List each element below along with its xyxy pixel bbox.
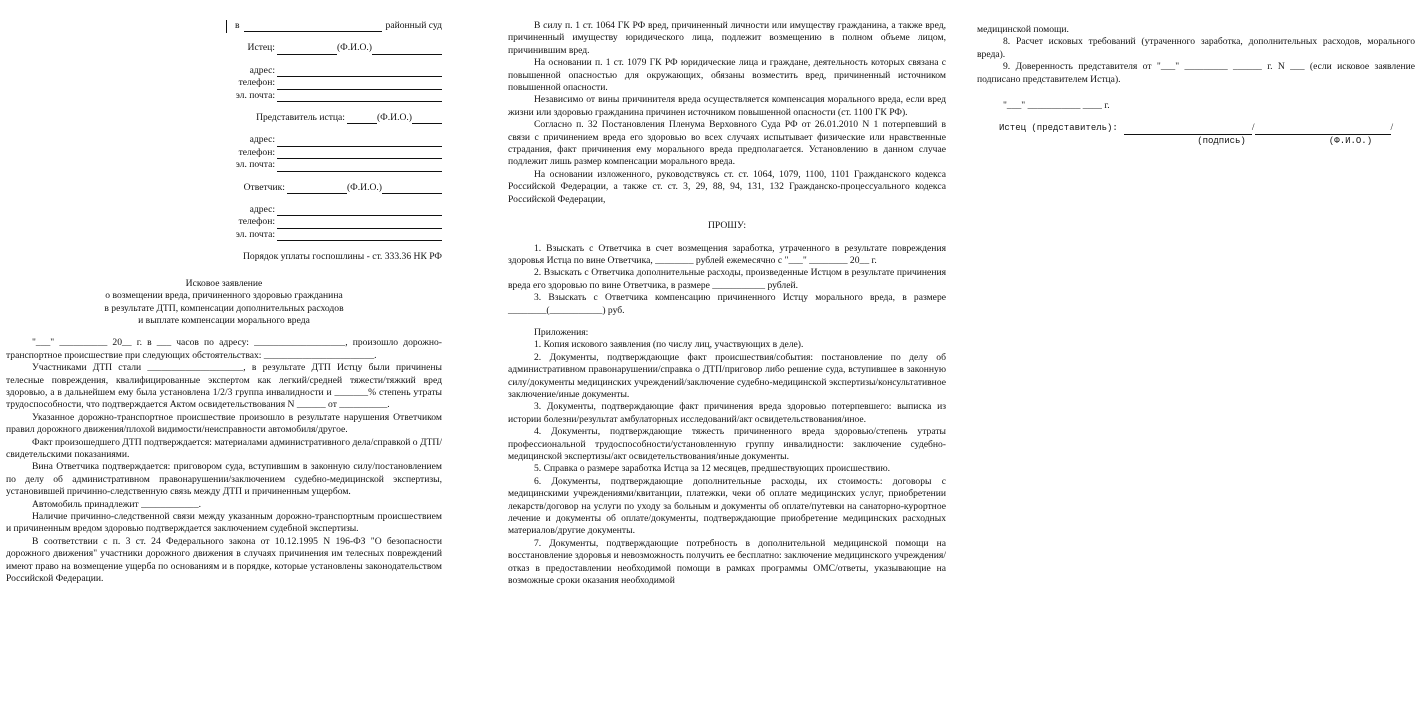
rep-email-label: эл. почта: xyxy=(235,159,275,171)
fio-field[interactable] xyxy=(1255,124,1391,135)
defendant-email-field[interactable] xyxy=(277,230,442,241)
ask-heading: ПРОШУ: xyxy=(707,220,747,232)
rep-blank-1[interactable] xyxy=(347,113,377,124)
attachment-item: 6. Документы, подтверждающие дополнительные расходы, их стоимость: договоры с медицинскими учреждениями/квитанции, платежки, чеки об оплате медицинских услуг, приобретении лекарств/договор на услуги по уходу за больным и документы об оплате/путевки на санаторно-курортное лечение и документы об оплате/документы, подтверждающие приобретение медицинских расходных материалов/другие документы. xyxy=(508,475,946,537)
defendant-fio: (Ф.И.О.) xyxy=(346,181,382,193)
paragraph: Вина Ответчика подтверждается: приговором суда, вступившим в законную силу/постановлением по делу об административном правонарушении/заключением судебно-медицинской экспертизы, установившей причинно-следственную связь между ДТП и причиненным ущербом. xyxy=(6,461,442,498)
attachment-item: 1. Копия искового заявления (по числу лиц, участвующих в деле). xyxy=(534,339,804,351)
signature-captions xyxy=(1157,135,1415,147)
attachment-item: 2. Документы, подтверждающие факт происшествия/события: постановление по делу об административном правонарушении/справка о ДТП/приговор либо решение суда, вступившее в законную силу/документы медицинских учреждений/заключение судебно-медицинской экспертизы/консультативное заключение/иные документы. xyxy=(508,351,946,400)
rep-phone-label: телефон: xyxy=(238,146,275,158)
defendant-address-field[interactable] xyxy=(277,205,442,216)
column-middle xyxy=(508,20,946,587)
signature-field[interactable] xyxy=(1124,124,1252,135)
rep-address-field[interactable] xyxy=(277,136,442,147)
signature-row: Истец (представитель): / / xyxy=(999,122,1394,134)
defendant-label: Ответчик: xyxy=(243,181,285,193)
fee-note: Порядок уплаты госпошлины - ст. 333.36 НК РФ xyxy=(242,251,442,263)
sign-caption: (подпись) xyxy=(1197,135,1246,146)
plaintiff-phone-label: телефон: xyxy=(238,77,275,89)
attachment-item: 4. Документы, подтверждающие тяжесть причиненного вреда здоровью/степень утраты профессиональной трудоспособности/установленную группу инвалидности: заключение судебно-медицинской экспертизы/акт освидетельствования/иные документы. xyxy=(508,426,946,462)
attachments-heading: Приложения: xyxy=(534,326,589,338)
rep-blank-2[interactable] xyxy=(412,113,442,124)
paragraph: "___" __________ 20__ г. в ___ часов по адресу: ___________________, произошло дорожно-транспортное происшествие при следующих обстоятельствах: _______________________. xyxy=(6,337,442,361)
paragraph: Участниками ДТП стали ____________________, в результате ДТП Истцу были причинены телесные повреждения, квалифицированные экспертом как легкий/средней тяжести/тяжкий вред здоровью, а в дальнейшем ему была установлена 1/2/3 группа инвалидности и _______% степень утраты трудоспособности, что подтверждается Актом освидетельствования N ______ от __________. xyxy=(6,362,442,411)
paragraph: В силу п. 1 ст. 1064 ГК РФ вред, причиненный личности или имуществу гражданина, а также вред, причиненный имуществу юридического лица, подлежит возмещению в полном объеме лицом, причинившим вред. xyxy=(508,20,946,56)
rep-line xyxy=(6,112,442,124)
paragraph: Согласно п. 32 Постановления Пленума Верховного Суда РФ от 26.01.2010 N 1 потерпевший в связи с причинением вреда его здоровью во всех случаях испытывает физические или нравственные страдания, факт причинения ему морального вреда предполагается. Установлению в данном случае подлежит лишь размер компенсации морального вреда. xyxy=(508,119,946,168)
doc-title-1: Исковое заявление xyxy=(185,277,263,289)
defendant-email-label: эл. почта: xyxy=(235,228,275,240)
column-right xyxy=(977,24,1415,147)
request-item: 3. Взыскать с Ответчика компенсацию причиненного Истцу морального вреда, в размере ________(___________) руб. xyxy=(508,292,946,316)
signature-date: "___" ___________ ____ г. xyxy=(1003,100,1110,112)
plaintiff-line xyxy=(6,42,442,54)
plaintiff-phone-field[interactable] xyxy=(277,79,442,90)
attachment-item: 3. Документы, подтверждающие факт причинения вреда здоровью потерпевшего: выписка из истории болезни/результат амбулаторных исследований/акт освидетельствования/иное. xyxy=(508,401,946,425)
plaintiff-blank-2[interactable] xyxy=(372,44,442,55)
paragraph: Наличие причинно-следственной связи между указанным дорожно-транспортным происшествием и причиненным вредом здоровью подтверждается заключением судебной экспертизы. xyxy=(6,511,442,535)
court-blank[interactable] xyxy=(244,21,382,32)
defendant-address-label: адрес: xyxy=(249,204,275,216)
plaintiff-address-field[interactable] xyxy=(277,66,442,77)
continuation-text: медицинской помощи. xyxy=(977,24,1069,35)
plaintiff-blank-1[interactable] xyxy=(277,44,337,55)
court-line xyxy=(6,20,442,32)
column-left xyxy=(6,20,442,585)
defendant-phone-label: телефон: xyxy=(238,216,275,228)
paragraph: Факт произошедшего ДТП подтверждается: материалами административного дела/справкой о ДТП/свидетельскими показаниями. xyxy=(6,436,442,460)
rep-email-field[interactable] xyxy=(277,161,442,172)
defendant-blank-1[interactable] xyxy=(287,183,347,194)
doc-title-3: в результате ДТП, компенсации дополнительных расходов xyxy=(104,302,344,314)
rep-fio: (Ф.И.О.) xyxy=(376,112,412,124)
plaintiff-email-field[interactable] xyxy=(277,91,442,102)
signer-label: Истец (представитель): xyxy=(999,123,1118,134)
plaintiff-fio: (Ф.И.О.) xyxy=(336,42,372,54)
paragraph: Независимо от вины причинителя вреда осуществляется компенсация морального вреда, если вред жизни или здоровью гражданина причинен источником повышенной опасности (ст. 1100 ГК РФ). xyxy=(508,94,946,118)
defendant-blank-2[interactable] xyxy=(382,183,442,194)
paragraph: Указанное дорожно-транспортное происшествие произошло в результате нарушения Ответчиком правил дорожного движения/плохой видимости/неисправности автомобиля/другое. xyxy=(6,411,442,436)
defendant-line xyxy=(6,182,442,194)
court-prefix: в xyxy=(235,20,240,31)
attachment-item-8: 8. Расчет исковых требований (утраченного заработка, дополнительных расходов, морального вреда). xyxy=(977,36,1415,60)
plaintiff-email-label: эл. почта: xyxy=(235,89,275,101)
paragraph: На основании п. 1 ст. 1079 ГК РФ юридические лица и граждане, деятельность которых связана с повышенной опасностью для окружающих, обязаны возместить вред, причиненный источником повышенной опасности. xyxy=(508,57,946,94)
attachment-item: 7. Документы, подтверждающие потребность в дополнительной медицинской помощи на восстановление здоровья и невозможность получить ее бесплатно: заключение медицинского учреждения/отказ в предоставлении необходимой помощи в рамках программы ОМС/ответы, указывающие на возможные сроки оказания необходимой xyxy=(508,537,946,587)
rep-address-label: адрес: xyxy=(249,134,275,146)
attachment-item: 5. Справка о размере заработка Истца за 12 месяцев, предшествующих происшествию. xyxy=(534,463,891,475)
court-suffix: районный суд xyxy=(385,20,442,31)
plaintiff-address-label: адрес: xyxy=(249,64,275,76)
request-item: 2. Взыскать с Ответчика дополнительные расходы, произведенные Истцом в результате причинения вреда его здоровью по вине Ответчика, в размере ___________ рублей. xyxy=(508,267,946,291)
paragraph: Автомобиль принадлежит ____________. xyxy=(32,498,202,510)
fio-caption: (Ф.И.О.) xyxy=(1328,135,1373,146)
paragraph: В соответствии с п. 3 ст. 24 Федерального закона от 10.12.1995 N 196-ФЗ "О безопасности дорожного движения" участники дорожного движения в случаях причинения им телесных повреждений имеют право на возмещение ущерба по основаниям и в порядке, которые установлены законодательством Российской Федерации. xyxy=(6,535,442,585)
request-item: 1. Взыскать с Ответчика в счет возмещения заработка, утраченного в результате повреждения здоровья Истца по вине Ответчика, ________ рублей ежемесячно с "___" ________ 20__ г. xyxy=(508,242,946,266)
doc-title-2: о возмещении вреда, причиненного здоровью гражданина xyxy=(105,290,343,302)
paragraph: На основании изложенного, руководствуясь ст. ст. 1064, 1079, 1100, 1101 Гражданского кодекса Российской Федерации, а также ст. ст. 3, 29, 88, 94, 131, 132 Гражданско-процессуального кодекса Российской Федерации, xyxy=(508,168,946,205)
rep-label: Представитель истца: xyxy=(256,112,345,124)
doc-title-4: и выплате компенсации морального вреда xyxy=(138,314,310,326)
plaintiff-label: Истец: xyxy=(247,42,275,54)
rep-phone-field[interactable] xyxy=(277,148,442,159)
defendant-phone-field[interactable] xyxy=(277,218,442,229)
attachment-item-9: 9. Доверенность представителя от "___" _________ ______ г. N ___ (если исковое заявление подписано представителем Истца). xyxy=(977,61,1415,85)
